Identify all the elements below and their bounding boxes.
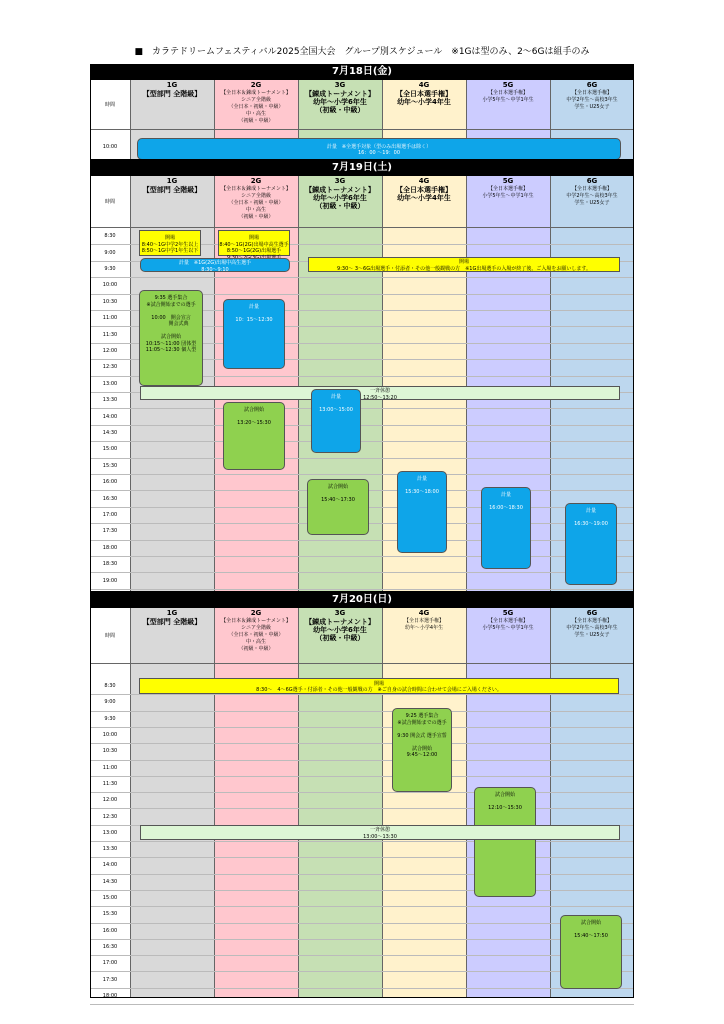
time-row-line xyxy=(90,277,634,278)
event-w6 xyxy=(565,503,617,585)
time-label: 12:00 xyxy=(102,348,118,354)
event-text: 16：00 ～19：00 xyxy=(357,150,401,156)
event-text: 10：15～12:30 xyxy=(235,317,273,323)
group-desc-line: 【全日本選手権】 xyxy=(571,186,612,192)
time-row-line xyxy=(90,711,634,712)
group-number: 3G xyxy=(334,81,346,89)
time-label: 15:30 xyxy=(102,911,118,918)
event-text: 計量 xyxy=(416,476,427,482)
event-text: 8:40～1G中学2年生以上 xyxy=(141,241,199,248)
time-label: 16:30 xyxy=(102,943,118,950)
time-label: 12:30 xyxy=(102,813,118,820)
time-row-line xyxy=(90,441,634,442)
group-number: 5G xyxy=(502,177,514,185)
time-label: 19:00 xyxy=(102,577,118,584)
group-desc-line: （初級・中級） xyxy=(238,118,274,124)
event-text: 9:30～ 3～6G出場選手・付添者・その他一般観戦の方 ※1G出場選手の入場が終了後、ご入場をお願いします。 xyxy=(337,265,591,272)
group-number: 2G xyxy=(250,81,262,89)
event-text: 10:15～11:00 団体型 xyxy=(145,340,197,347)
group-desc-line: シニア全階級 xyxy=(240,97,271,103)
group-desc-line: 【全日本＆錬成トーナメント】 xyxy=(221,618,291,624)
event-open1 xyxy=(139,230,201,256)
event-text: 計量 xyxy=(330,394,341,400)
time-column-header: 時間 xyxy=(104,199,115,205)
group-desc-line: 【全日本＆錬成トーナメント】 xyxy=(221,186,291,192)
time-label: 14:30 xyxy=(102,878,118,885)
group-header-3g xyxy=(298,608,382,664)
time-label: 13:30 xyxy=(102,397,118,404)
page-title: ■ カラテドリームフェスティバル2025全国大会 グループ別スケジュール ※1Gは型のみ、2～6Gは組手のみ xyxy=(134,47,590,57)
group-desc-line: （初級・中級） xyxy=(315,634,365,642)
event-text: 10:00 開会宣言 xyxy=(151,314,191,321)
event-text: 9:45～12:00 xyxy=(406,752,438,758)
group-desc-line: （初級・中級） xyxy=(315,106,365,114)
group-number: 2G xyxy=(250,609,262,617)
group-header-1g xyxy=(130,176,214,228)
group-desc-line: 幼年～小学6年生 xyxy=(313,194,367,202)
time-label: 16:00 xyxy=(102,479,118,486)
day3-date-header: 7月20日(日) xyxy=(90,592,634,608)
group-desc-line: 【錬成トーナメント】 xyxy=(305,90,375,98)
time-label: 16:00 xyxy=(102,927,118,934)
group-number: 3G xyxy=(334,609,346,617)
event-w3 xyxy=(311,389,361,453)
event-text: 計量 xyxy=(248,304,259,310)
time-row-line xyxy=(90,1004,634,1005)
event-text: 15:40～17:50 xyxy=(574,933,608,939)
event-text: 13:00～15:00 xyxy=(319,407,353,413)
time-label: 15:00 xyxy=(102,446,118,453)
group-desc-line: 【型部門 全階級】 xyxy=(142,90,202,98)
time-label: 18:30 xyxy=(102,561,118,568)
group-header-2g xyxy=(214,176,298,228)
group-header-1g xyxy=(130,80,214,130)
event-m2 xyxy=(223,402,285,470)
time-row-line xyxy=(90,841,634,842)
time-row-line xyxy=(90,890,634,891)
time-row-line xyxy=(90,540,634,541)
group-desc-line: （全日本・初級・中級） xyxy=(228,104,284,110)
event-m4 xyxy=(392,708,452,792)
time-label: 14:00 xyxy=(102,413,118,420)
group-number: 2G xyxy=(250,177,262,185)
group-desc-line: 中学2年生～高校3年生 xyxy=(566,625,618,631)
group-desc-line: 中学2年生～高校3年生 xyxy=(566,97,618,103)
event-text: 開場 xyxy=(458,259,469,265)
group-number: 4G xyxy=(418,177,430,185)
group-desc-line: 【全日本選手権】 xyxy=(487,186,528,192)
event-text: 16:30～19:00 xyxy=(574,521,608,527)
time-row-line xyxy=(90,971,634,972)
group-desc-line: 小学5年生～中学1年生 xyxy=(482,97,534,103)
group-header-2g xyxy=(214,608,298,664)
event-w4 xyxy=(397,471,447,553)
event-kata xyxy=(139,290,203,386)
group-header-3g xyxy=(298,176,382,228)
time-label: 13:00 xyxy=(102,829,118,836)
time-label: 17:00 xyxy=(102,512,118,518)
group-number: 6G xyxy=(586,81,598,89)
time-column-header: 時間 xyxy=(104,633,115,639)
event-m3 xyxy=(307,479,369,535)
group-header-6g xyxy=(550,80,634,130)
group-number: 4G xyxy=(418,609,430,617)
group-number: 5G xyxy=(502,81,514,89)
time-label: 10:00 xyxy=(102,732,118,739)
time-label: 12:00 xyxy=(102,797,118,804)
time-label: 13:30 xyxy=(102,846,118,853)
group-number: 6G xyxy=(586,609,598,617)
event-text: 8:50～1G中学1年生以下 xyxy=(141,248,199,254)
group-number: 1G xyxy=(166,81,178,89)
group-header-2g xyxy=(214,80,298,130)
group-desc-line: （初級・中級） xyxy=(238,646,274,652)
group-desc-line: 中学2年生～高校3年生 xyxy=(566,193,618,199)
group-header-6g xyxy=(550,608,634,664)
day2-date-header: 7月19日(土) xyxy=(90,160,634,176)
time-row-line xyxy=(90,808,634,809)
time-label: 8:30 xyxy=(104,683,116,690)
group-desc-line: 【全日本選手権】 xyxy=(396,186,452,194)
group-desc-line: 中・高生 xyxy=(245,111,266,117)
time-label: 17:00 xyxy=(102,960,118,967)
event-text: 9:30 開会式 選手宣誓 xyxy=(397,732,447,739)
event-text: 試合開始 xyxy=(160,334,181,340)
event-text: 8:30～ 4～6G選手・付添者・その他一般観戦の方 ※ご自身の試合時間に合わせて会場にご入場ください。 xyxy=(256,687,502,693)
event-text: 開場 xyxy=(164,235,175,241)
group-header-6g xyxy=(550,176,634,228)
event-text: 12:50～13:20 xyxy=(363,394,397,401)
group-number: 1G xyxy=(166,177,178,185)
time-row-line xyxy=(90,923,634,924)
time-label: 18:00 xyxy=(102,992,118,999)
event-text: 開場 xyxy=(248,235,259,241)
time-row-line xyxy=(90,694,634,695)
time-label: 8:30 xyxy=(104,233,116,240)
group-header-4g xyxy=(382,80,466,130)
group-desc-line: シニア全階級 xyxy=(240,625,271,631)
group-desc-line: 幼年～小学6年生 xyxy=(313,98,367,106)
group-desc-line: 学生・U25女子 xyxy=(574,200,610,206)
group-desc-line: 幼年～小学4年生 xyxy=(397,98,451,106)
group-desc-line: 中・高生 xyxy=(245,639,266,645)
group-desc-line: 中・高生 xyxy=(245,207,266,213)
time-row-line xyxy=(90,425,634,426)
group-desc-line: 【全日本選手権】 xyxy=(487,618,528,624)
day-section-jul20 xyxy=(90,592,634,998)
event-text: 計量 ※1G(2G)出場中高生選手 xyxy=(178,260,252,266)
time-label: 15:00 xyxy=(102,895,118,902)
event-w2 xyxy=(223,299,285,369)
group-desc-line: 幼年～小学4年生 xyxy=(397,194,451,202)
event-text: 15:40～17:30 xyxy=(321,497,355,503)
event-open xyxy=(139,678,619,694)
time-label: 10:00 xyxy=(102,144,118,150)
time-label: 14:00 xyxy=(102,862,118,869)
day-section-jul18 xyxy=(90,64,634,160)
group-number: 3G xyxy=(334,177,346,185)
group-number: 4G xyxy=(418,81,430,89)
group-desc-line: 【錬成トーナメント】 xyxy=(305,186,375,194)
event-m5 xyxy=(474,787,536,897)
group-desc-line: （全日本・初級・中級） xyxy=(228,200,284,206)
event-text: 試合開始 xyxy=(411,745,432,752)
time-row-line xyxy=(90,988,634,989)
time-row-line xyxy=(90,939,634,940)
group-number: 6G xyxy=(586,177,598,185)
time-label: 16:30 xyxy=(102,495,118,502)
event-text: 9:35 選手集合 xyxy=(154,295,188,301)
event-text: 試合開始 xyxy=(327,484,348,490)
group-header-4g xyxy=(382,176,466,228)
event-text: 一斉休憩 xyxy=(369,827,390,833)
event-text: 13:00～13:30 xyxy=(363,833,397,840)
event-text: 開会式典 xyxy=(153,321,189,327)
time-label: 13:00 xyxy=(102,380,118,387)
event-text: 11:05～12:30 個人型 xyxy=(145,347,197,353)
group-desc-line: 【全日本選手権】 xyxy=(571,618,612,624)
time-row-line xyxy=(90,857,634,858)
group-desc-line: 【型部門 全階級】 xyxy=(142,186,202,194)
time-row-line xyxy=(90,408,634,409)
group-desc-line: 【全日本選手権】 xyxy=(396,90,452,98)
time-row-line xyxy=(90,572,634,573)
group-number: 1G xyxy=(166,609,178,617)
group-header-1g xyxy=(130,608,214,664)
group-desc-line: （初級・中級） xyxy=(238,214,274,220)
time-label: 11:30 xyxy=(102,780,118,787)
time-label: 11:00 xyxy=(102,764,118,771)
time-label: 9:30 xyxy=(104,266,116,272)
group-desc-line: 【全日本選手権】 xyxy=(571,90,612,96)
group-header-5g xyxy=(466,80,550,130)
event-m6 xyxy=(560,915,622,989)
group-desc-line: 学生・U25女子 xyxy=(574,632,610,638)
day1-date-header: 7月18日(金) xyxy=(90,64,634,80)
event-weighin xyxy=(137,138,621,160)
time-row-line xyxy=(90,760,634,761)
group-desc-line: （初級・中級） xyxy=(315,202,365,210)
group-desc-line: 【錬成トーナメント】 xyxy=(305,618,375,626)
group-desc-line: 幼年～小学4年生 xyxy=(404,625,444,631)
time-row-line xyxy=(90,743,634,744)
time-label: 10:30 xyxy=(102,748,118,755)
event-open2 xyxy=(218,230,290,256)
event-text: 計量 ※全選手対象（型のみ出場選手は除く） xyxy=(326,143,432,150)
group-desc-line: 小学5年生～中学1年生 xyxy=(482,193,534,199)
time-label: 15:30 xyxy=(102,462,118,469)
time-label: 12:30 xyxy=(102,364,118,371)
event-text: 試合開始 xyxy=(243,407,264,413)
event-text: 開場 xyxy=(373,680,384,687)
group-header-4g xyxy=(382,608,466,664)
event-text: 計量 xyxy=(585,508,596,514)
group-desc-line: 学生・U25女子 xyxy=(574,104,610,110)
group-desc-line: 幼年～小学6年生 xyxy=(313,626,367,634)
time-label: 10:30 xyxy=(102,298,118,305)
time-label: 9:00 xyxy=(104,249,116,256)
event-text: 16:00～18:30 xyxy=(489,505,523,511)
group-header-5g xyxy=(466,608,550,664)
group-header-3g xyxy=(298,80,382,130)
event-open-note xyxy=(308,257,620,272)
group-desc-line: 【全日本＆錬成トーナメント】 xyxy=(221,90,291,96)
event-text: 15:30～18:00 xyxy=(405,489,439,495)
event-text: 計量 xyxy=(500,492,511,498)
time-row-line xyxy=(90,906,634,907)
event-text: ※試合開始までの選手 xyxy=(146,301,196,308)
event-text: 13:20～15:30 xyxy=(237,420,271,426)
time-row-line xyxy=(90,874,634,875)
group-desc-line: 【全日本選手権】 xyxy=(403,618,444,624)
time-row-line xyxy=(90,727,634,728)
day-section-jul19 xyxy=(90,160,634,592)
event-weigh-note xyxy=(140,258,290,272)
time-row-line xyxy=(90,458,634,459)
time-row-line xyxy=(90,589,634,590)
time-label: 17:30 xyxy=(102,976,118,983)
time-label: 9:00 xyxy=(104,699,116,706)
event-text: 8:30～9:10 xyxy=(201,266,229,273)
event-text: 9:25 選手集合 xyxy=(405,713,439,719)
event-text: ※試合開始までの選手 xyxy=(397,719,447,726)
time-label: 11:30 xyxy=(102,331,118,338)
group-desc-line: 小学5年生～中学1年生 xyxy=(482,625,534,631)
event-break xyxy=(140,825,620,840)
group-desc-line: 【型部門 全階級】 xyxy=(142,618,202,626)
group-desc-line: シニア全階級 xyxy=(240,193,271,199)
time-row-line xyxy=(90,955,634,956)
time-label: 14:30 xyxy=(102,430,118,436)
event-break xyxy=(140,386,620,400)
group-desc-line: 【全日本選手権】 xyxy=(487,90,528,96)
group-number: 5G xyxy=(502,609,514,617)
time-label: 9:30 xyxy=(104,715,116,722)
event-text: 12:10～15:30 xyxy=(488,805,522,811)
time-label: 11:00 xyxy=(102,315,118,322)
event-w5 xyxy=(481,487,531,569)
time-row-line xyxy=(90,776,634,777)
event-text: 8:50～1G(2G)出場選手 xyxy=(226,248,282,254)
event-text: 試合開始 xyxy=(494,792,515,798)
group-header-5g xyxy=(466,176,550,228)
event-text: 試合開始 xyxy=(580,920,601,926)
time-label: 10:00 xyxy=(102,282,118,289)
time-label: 18:00 xyxy=(102,544,118,551)
group-desc-line: （全日本・初級・中級） xyxy=(228,632,284,638)
event-text: 8:40～1G(2G)出場中高生選手 xyxy=(219,241,289,248)
time-row-line xyxy=(90,792,634,793)
time-column-header: 時間 xyxy=(104,102,115,108)
time-row-line xyxy=(90,474,634,475)
time-label: 17:30 xyxy=(102,528,118,535)
time-row-line xyxy=(90,556,634,557)
event-text: 一斉休憩 xyxy=(369,388,390,394)
